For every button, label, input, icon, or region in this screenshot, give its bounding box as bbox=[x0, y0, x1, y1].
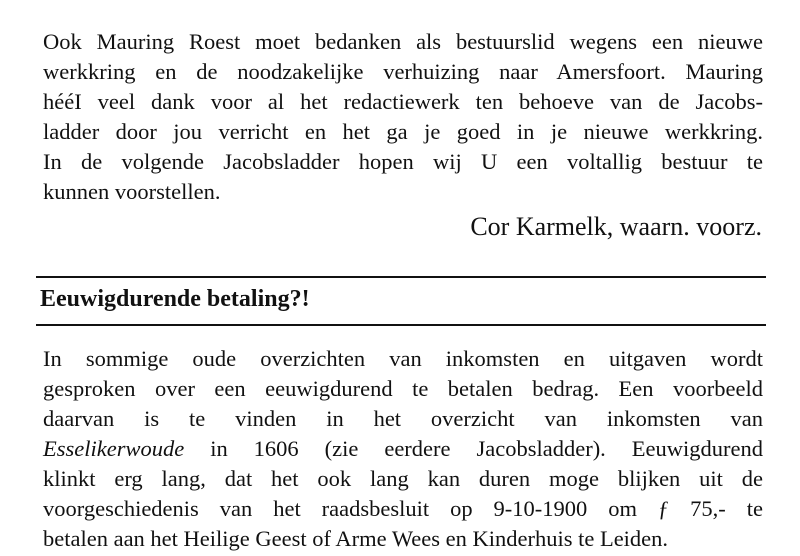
intro-line-4: ladder door jou verricht en het ga je goed in je nieuwe werkkring. bbox=[43, 119, 763, 144]
article-line-3: daarvan is te vinden in het overzicht van inkomsten van bbox=[43, 406, 763, 431]
article-line-4-rest: in 1606 (zie eerdere Jacobsladder). Eeuwigdurend bbox=[184, 436, 763, 461]
bottom-rule bbox=[36, 324, 766, 326]
top-rule bbox=[36, 276, 766, 278]
intro-line-1: Ook Mauring Roest moet bedanken als bestuurslid wegens een nieuwe bbox=[43, 29, 763, 54]
place-name: Esselikerwoude bbox=[43, 436, 185, 461]
signature: Cor Karmelk, waarn. voorz. bbox=[470, 212, 762, 241]
article-line-1: In sommige oude overzichten van inkomsten en uitgaven wordt bbox=[43, 346, 763, 371]
article-line-5: klinkt erg lang, dat het ook lang kan duren moge blijken uit de bbox=[43, 466, 763, 491]
article-line-7: betalen aan het Heilige Geest of Arme Wees en Kinderhuis te Leiden. bbox=[43, 526, 669, 551]
intro-line-3: hééI veel dank voor al het redactiewerk ten behoeve van de Jacobs- bbox=[43, 89, 763, 114]
article-line-6: voorgeschiedenis van het raadsbesluit op 9-10-1900 om ƒ 75,- te bbox=[43, 496, 763, 521]
intro-line-2: werkkring en de noodzakelijke verhuizing naar Amersfoort. Mauring bbox=[43, 59, 763, 84]
article-line-2: gesproken over een eeuwigdurend te betalen bedrag. Een voorbeeld bbox=[43, 376, 763, 401]
article-line-4 bbox=[43, 435, 763, 463]
intro-line-6: kunnen voorstellen. bbox=[43, 179, 221, 204]
article-title: Eeuwigdurende betaling?! bbox=[40, 286, 310, 312]
intro-line-5: In de volgende Jacobsladder hopen wij U een voltallig bestuur te bbox=[43, 149, 763, 174]
